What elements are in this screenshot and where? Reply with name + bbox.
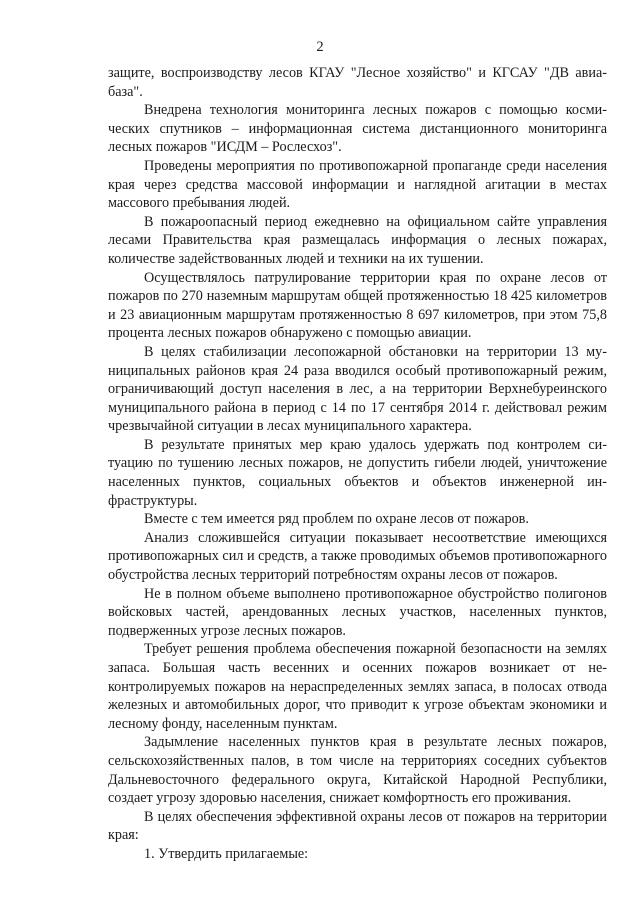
paragraph-item-1: 1. Утвердить прилагаемые: [144,845,309,862]
document-body [108,64,607,864]
paragraph-problems-intro: Вместе с тем имеется ряд проблем по охране лесов от пожаров. [144,511,529,528]
paragraph-continued: защите, воспроизводству лесов КГАУ "Лесное хозяйство" и КГСАУ "ДВ авиабаза". [108,65,607,100]
paragraph-incomplete-works: Не в полном объеме выполнено противопожарное обустройство полигонов войсковых частей, арендованных лесных участков, населенных пунктов, подверженных угрозе лесных пожаров. [108,585,607,639]
paragraph-analysis: Анализ сложившейся ситуации показывает несоответствие имеющихся противопожарных сил и средств, а также проводимых объемов противопожарного обустройства лесных территорий потребностям охраны лесов от пожаров. [108,529,607,584]
paragraph-monitoring-technology: Внедрена технология мониторинга лесных пожаров с помощью космических спутников – информационная система дистанционного мониторинга лесных пожаров "ИСДМ – Рослесхоз". [108,102,607,156]
page-number: 2 [316,39,324,55]
paragraph-fire-propaganda: Проведены мероприятия по противопожарной пропаганде среди населения края через средства массовой информации и наглядной агитации в местах массового пребывания людей. [108,157,607,212]
paragraph-website-information: В пожароопасный период ежедневно на официальном сайте управления лесами Правительства края размещалась информация о лесных пожарах, количестве задействованных людей и техники на их тушении. [108,213,607,267]
paragraph-patrolling: Осуществлялось патрулирование территории края по охране лесов от пожаров по 270 наземным маршрутам общей протяженностью 18 425 километров и 23 авиационным маршрутам протяженностью 8 697 километров, при этом 75,8 процента лесных пожаров обнаружено с помощью авиации. [108,269,607,342]
paragraph-reserve-lands: Требует решения проблема обеспечения пожарной безопасности на землях запаса. Большая часть весенних и осенних пожаров возникает от неконтролируемых пожаров на нераспределенных землях запаса, в полосах отвода железных и автомобильных дорог, что приводит к угрозе объектам экономики и лесному фонду, населенным пунктам. [108,641,607,732]
paragraph-smoke: Задымление населенных пунктов края в результате лесных пожаров, сельскохозяйственных палов, в том числе на территориях соседних субъектов Дальневосточного федерального округа, Китайской Народной Республики, создает угрозу здоровью населения, снижает комфортность его проживания. [108,734,607,807]
paragraph-fire-regime: В целях стабилизации лесопожарной обстановки на территории 13 муниципальных районов края 24 раза вводился особый противопожарный режим, ограничивающий доступ населения в лес, а на территории Верхнебуреинского муниципального района в период с 14 по 17 сентября 2014 г. действовал режим чрезвычайной ситуации в лесах муниципального характера. [108,343,607,435]
paragraph-purpose: В целях обеспечения эффективной охраны лесов от пожаров на территории края: [108,808,607,844]
paragraph-results: В результате принятых мер краю удалось удержать под контролем ситуацию по тушению лесных пожаров, не допустить гибели людей, уничтожение населенных пунктов, социальных объектов и объектов инженерной инфраструктуры. [108,436,607,509]
